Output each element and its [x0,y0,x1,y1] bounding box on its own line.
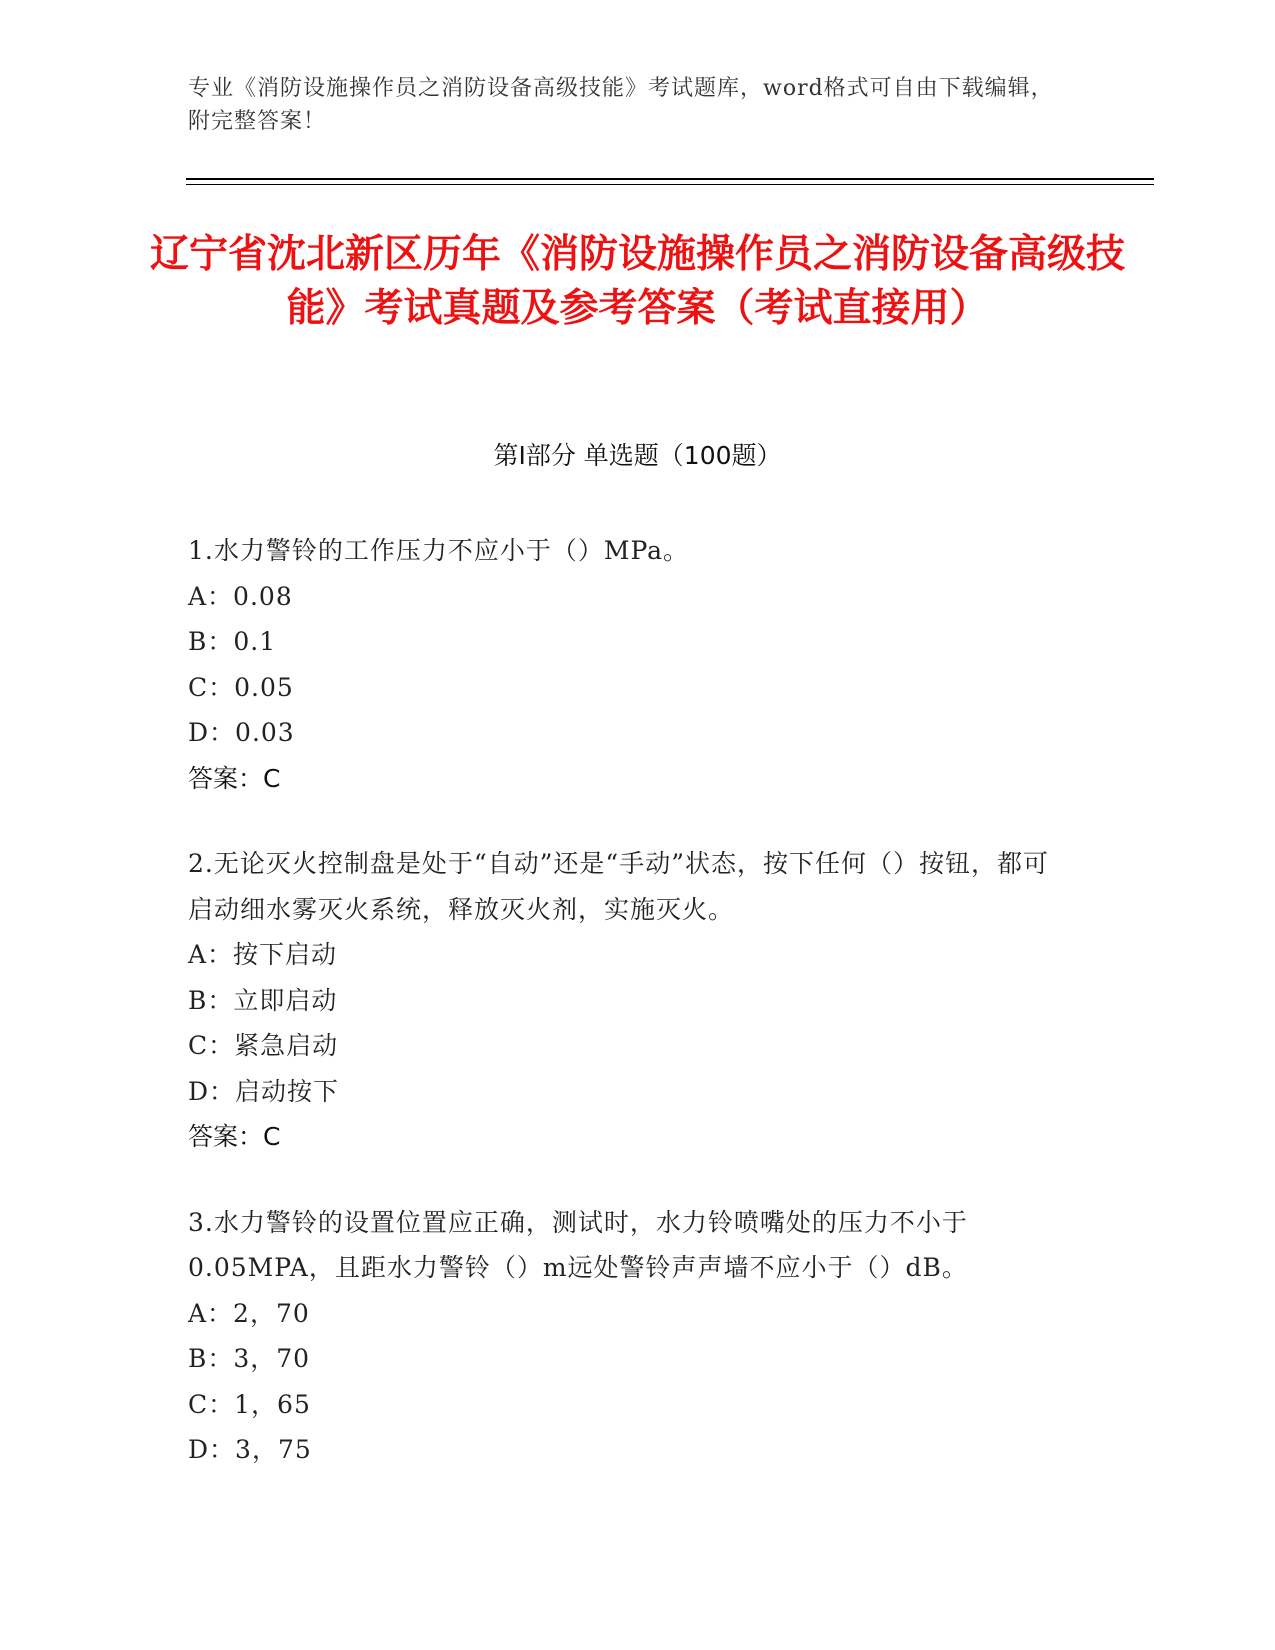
section-heading: 第Ⅰ部分 单选题（100题） [493,441,782,470]
question-1 [188,528,1068,801]
header-divider-thick [186,178,1154,180]
option-b: B：0.1 [188,627,277,656]
header-divider-thin [186,184,1154,185]
option-c: C：紧急启动 [188,1031,339,1060]
question-3 [188,1200,1068,1473]
option-b: B：立即启动 [188,985,338,1015]
option-d: D：启动按下 [188,1076,340,1106]
question-stem: 3.水力警铃的设置位置应正确，测试时，水力铃喷嘴处的压力不小于0.05MPA，且距水力警铃（）m远处警铃声声墙不应小于（）dB。 [188,1207,968,1282]
option-a: A：2，70 [188,1298,310,1328]
question-2 [188,841,1068,1160]
document-title: 辽宁省沈北新区历年《消防设施操作员之消防设备高级技能》考试真题及参考答案（考试直接用） [150,232,1126,331]
option-a: A：按下启动 [188,940,338,969]
option-d: D：3，75 [188,1435,312,1464]
option-c: C：0.05 [188,672,294,702]
option-b: B：3，70 [188,1344,311,1373]
question-stem: 2.无论灭火控制盘是处于“自动”还是“手动”状态，按下任何（）按钮，都可启动细水雾灭火系统，释放灭火剂，实施灭火。 [188,849,1049,924]
answer: 答案：C [188,1122,281,1151]
question-list [188,528,1068,1513]
option-d: D：0.03 [188,718,295,747]
answer: 答案：C [188,763,281,793]
question-stem: 1.水力警铃的工作压力不应小于（）MPa。 [188,536,690,565]
option-c: C：1，65 [188,1389,311,1419]
option-a: A：0.08 [188,581,293,611]
header-note: 专业《消防设施操作员之消防设备高级技能》考试题库，word格式可自由下载编辑，附完整答案！ [188,76,1054,134]
